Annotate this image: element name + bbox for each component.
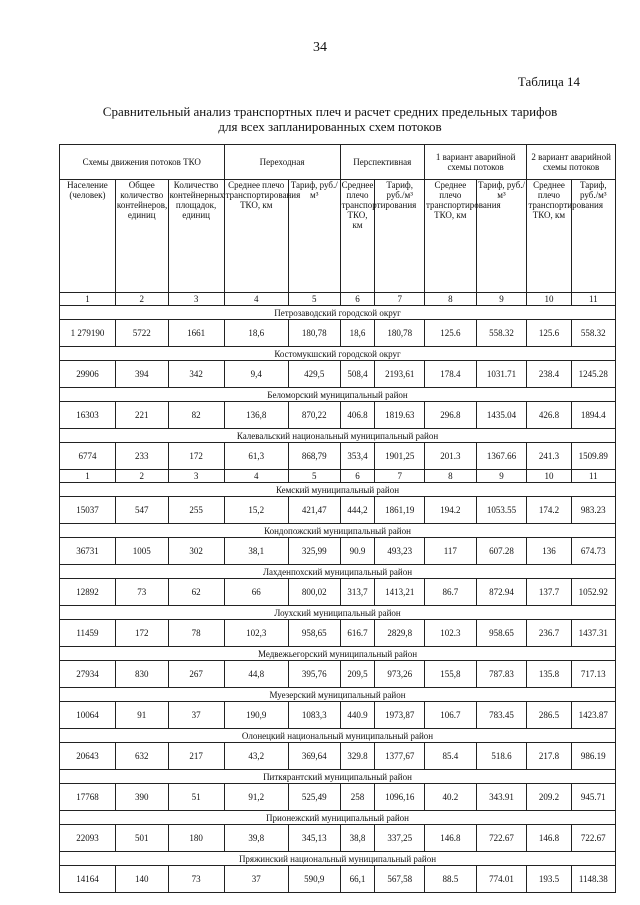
column-header: Общее количество контейнеров, единиц (115, 180, 168, 293)
table-cell: 40.2 (424, 784, 476, 811)
table-cell: 945.71 (571, 784, 615, 811)
comparison-table-container (59, 144, 616, 893)
table-title (70, 104, 590, 134)
region-header-row (60, 688, 616, 702)
column-header: Население (человек) (60, 180, 116, 293)
table-cell: 1423.87 (571, 702, 615, 729)
table-cell: 51 (168, 784, 224, 811)
table-cell: 10064 (60, 702, 116, 729)
table-row (60, 538, 616, 565)
region-header-row (60, 347, 616, 361)
table-cell: 27934 (60, 661, 116, 688)
table-cell: 136,8 (224, 402, 288, 429)
table-cell: 1083,3 (288, 702, 340, 729)
table-cell: 136 (527, 538, 571, 565)
table-cell: 209.2 (527, 784, 571, 811)
table-cell: 17768 (60, 784, 116, 811)
table-cell: 983.23 (571, 497, 615, 524)
table-cell: 558.32 (476, 320, 527, 347)
table-cell: 39,8 (224, 825, 288, 852)
table-cell: 1377,67 (375, 743, 425, 770)
table-cell: 518.6 (476, 743, 527, 770)
table-cell: 1005 (115, 538, 168, 565)
table-cell: 106.7 (424, 702, 476, 729)
table-cell: 236.7 (527, 620, 571, 647)
column-header: Тариф, руб./м³ (288, 180, 340, 293)
table-cell: 18,6 (340, 320, 375, 347)
column-header: Среднее плечо транспортирования ТКО, км (424, 180, 476, 293)
table-cell: 16303 (60, 402, 116, 429)
table-row (60, 579, 616, 606)
region-name: Муезерский муниципальный район (60, 688, 616, 702)
table-cell: 209,5 (340, 661, 375, 688)
table-cell: 1367.66 (476, 443, 527, 470)
table-cell: 406.8 (340, 402, 375, 429)
table-cell: 102.3 (424, 620, 476, 647)
column-header: Количество контейнерных площадок, единиц (168, 180, 224, 293)
table-row (60, 825, 616, 852)
table-cell: 296.8 (424, 402, 476, 429)
table-cell: 135.8 (527, 661, 571, 688)
table-cell: 394 (115, 361, 168, 388)
table-cell: 1509.89 (571, 443, 615, 470)
table-cell: 90.9 (340, 538, 375, 565)
table-cell: 5722 (115, 320, 168, 347)
column-number-cell: 3 (168, 470, 224, 483)
table-cell: 15,2 (224, 497, 288, 524)
region-name: Кондопожский муниципальный район (60, 524, 616, 538)
group-header-emergency-1: 1 вариант аварийной схемы потоков (424, 145, 526, 180)
group-header-emergency-2: 2 вариант аварийной схемы потоков (527, 145, 616, 180)
column-number-cell: 6 (340, 470, 375, 483)
table-cell: 180,78 (375, 320, 425, 347)
table-cell: 1894.4 (571, 402, 615, 429)
region-header-row (60, 524, 616, 538)
table-row (60, 497, 616, 524)
table-cell: 22093 (60, 825, 116, 852)
region-header-row (60, 483, 616, 497)
region-header-row (60, 852, 616, 866)
table-cell: 117 (424, 538, 476, 565)
table-cell: 66 (224, 579, 288, 606)
table-cell: 343.91 (476, 784, 527, 811)
table-cell: 1435.04 (476, 402, 527, 429)
table-cell: 11459 (60, 620, 116, 647)
table-cell: 15037 (60, 497, 116, 524)
table-row (60, 866, 616, 893)
table-cell: 1413,21 (375, 579, 425, 606)
table-cell: 390 (115, 784, 168, 811)
table-cell: 190,9 (224, 702, 288, 729)
column-header: Среднее плечо транспортирования ТКО, км (224, 180, 288, 293)
group-header-schemes: Схемы движения потоков ТКО (60, 145, 225, 180)
column-number-cell: 2 (115, 293, 168, 306)
table-cell: 172 (115, 620, 168, 647)
region-header-row (60, 388, 616, 402)
region-name: Кемский муниципальный район (60, 483, 616, 497)
table-cell: 800,02 (288, 579, 340, 606)
column-number-cell: 11 (571, 293, 615, 306)
region-name: Лахденпохский муниципальный район (60, 565, 616, 579)
region-name: Олонецкий национальный муниципальный район (60, 729, 616, 743)
column-number-cell: 3 (168, 293, 224, 306)
table-cell: 2193,61 (375, 361, 425, 388)
table-cell: 20643 (60, 743, 116, 770)
table-cell: 91 (115, 702, 168, 729)
table-cell: 616.7 (340, 620, 375, 647)
table-cell: 558.32 (571, 320, 615, 347)
table-cell: 221 (115, 402, 168, 429)
table-cell: 369,64 (288, 743, 340, 770)
table-cell: 91,2 (224, 784, 288, 811)
table-cell: 267 (168, 661, 224, 688)
table-cell: 329.8 (340, 743, 375, 770)
column-number-cell: 5 (288, 470, 340, 483)
table-cell: 255 (168, 497, 224, 524)
column-number-row (60, 470, 616, 483)
table-cell: 722.67 (476, 825, 527, 852)
table-cell: 193.5 (527, 866, 571, 893)
table-cell: 125.6 (527, 320, 571, 347)
table-cell: 1 279190 (60, 320, 116, 347)
column-number-cell: 7 (375, 470, 425, 483)
column-number-cell: 11 (571, 470, 615, 483)
table-cell: 178.4 (424, 361, 476, 388)
table-cell: 313,7 (340, 579, 375, 606)
table-cell: 180,78 (288, 320, 340, 347)
table-cell: 146.8 (424, 825, 476, 852)
table-cell: 302 (168, 538, 224, 565)
table-cell: 155,8 (424, 661, 476, 688)
region-header-row (60, 729, 616, 743)
table-cell: 830 (115, 661, 168, 688)
region-header-row (60, 811, 616, 825)
table-cell: 37 (168, 702, 224, 729)
group-header-row (60, 145, 616, 180)
table-cell: 325,99 (288, 538, 340, 565)
column-number-cell: 2 (115, 470, 168, 483)
table-cell: 9,4 (224, 361, 288, 388)
table-cell: 337,25 (375, 825, 425, 852)
table-cell: 12892 (60, 579, 116, 606)
column-number-cell: 9 (476, 293, 527, 306)
table-cell: 88.5 (424, 866, 476, 893)
region-name: Медвежьегорский муниципальный район (60, 647, 616, 661)
table-cell: 6774 (60, 443, 116, 470)
table-cell: 958.65 (476, 620, 527, 647)
table-row (60, 784, 616, 811)
table-cell: 444,2 (340, 497, 375, 524)
table-cell: 1052.92 (571, 579, 615, 606)
column-number-cell: 5 (288, 293, 340, 306)
column-number-cell: 1 (60, 293, 116, 306)
column-header: Тариф, руб./м³ (476, 180, 527, 293)
table-row (60, 702, 616, 729)
table-cell: 217.8 (527, 743, 571, 770)
table-cell: 1819.63 (375, 402, 425, 429)
table-cell: 590,9 (288, 866, 340, 893)
region-name: Прионежский муниципальный район (60, 811, 616, 825)
table-cell: 201.3 (424, 443, 476, 470)
table-cell: 180 (168, 825, 224, 852)
table-cell: 567,58 (375, 866, 425, 893)
table-cell: 18,6 (224, 320, 288, 347)
region-header-row (60, 565, 616, 579)
table-cell: 353,4 (340, 443, 375, 470)
table-cell: 1031.71 (476, 361, 527, 388)
table-cell: 395,76 (288, 661, 340, 688)
region-name: Калевальский национальный муниципальный район (60, 429, 616, 443)
table-cell: 342 (168, 361, 224, 388)
table-cell: 140 (115, 866, 168, 893)
table-cell: 973,26 (375, 661, 425, 688)
table-cell: 146.8 (527, 825, 571, 852)
title-line-1: Сравнительный анализ транспортных плеч и расчет средних предельных тарифов (102, 104, 558, 119)
table-cell: 258 (340, 784, 375, 811)
region-name: Костомукшский городской округ (60, 347, 616, 361)
table-cell: 38,8 (340, 825, 375, 852)
column-number-cell: 4 (224, 293, 288, 306)
table-cell: 717.13 (571, 661, 615, 688)
table-cell: 1901,25 (375, 443, 425, 470)
table-cell: 722.67 (571, 825, 615, 852)
region-header-row (60, 429, 616, 443)
table-cell: 1661 (168, 320, 224, 347)
table-cell: 36731 (60, 538, 116, 565)
table-cell: 137.7 (527, 579, 571, 606)
table-cell: 194.2 (424, 497, 476, 524)
table-cell: 607.28 (476, 538, 527, 565)
table-cell: 125.6 (424, 320, 476, 347)
column-number-cell: 7 (375, 293, 425, 306)
column-header: Среднее плечо транспортирования ТКО, км (340, 180, 375, 293)
table-cell: 86.7 (424, 579, 476, 606)
table-row (60, 320, 616, 347)
table-cell: 172 (168, 443, 224, 470)
table-cell: 102,3 (224, 620, 288, 647)
table-cell: 61,3 (224, 443, 288, 470)
table-cell: 66,1 (340, 866, 375, 893)
group-header-perspective: Перспективная (340, 145, 424, 180)
region-name: Беломорский муниципальный район (60, 388, 616, 402)
table-cell: 345,13 (288, 825, 340, 852)
table-cell: 787.83 (476, 661, 527, 688)
table-cell: 78 (168, 620, 224, 647)
table-body (60, 293, 616, 893)
column-header: Тариф, руб./м³ (571, 180, 615, 293)
table-cell: 85.4 (424, 743, 476, 770)
table-cell: 986.19 (571, 743, 615, 770)
table-cell: 501 (115, 825, 168, 852)
table-cell: 174.2 (527, 497, 571, 524)
table-cell: 870,22 (288, 402, 340, 429)
column-number-row (60, 293, 616, 306)
table-cell: 674.73 (571, 538, 615, 565)
column-number-cell: 4 (224, 470, 288, 483)
table-row (60, 620, 616, 647)
table-cell: 440.9 (340, 702, 375, 729)
table-row (60, 661, 616, 688)
region-name: Пряжинский национальный муниципальный район (60, 852, 616, 866)
table-row (60, 361, 616, 388)
region-header-row (60, 770, 616, 784)
table-cell: 82 (168, 402, 224, 429)
table-cell: 14164 (60, 866, 116, 893)
table-cell: 547 (115, 497, 168, 524)
table-cell: 1861,19 (375, 497, 425, 524)
table-row (60, 743, 616, 770)
column-number-cell: 10 (527, 293, 571, 306)
column-header-row (60, 180, 616, 293)
table-cell: 958,65 (288, 620, 340, 647)
table-cell: 1437.31 (571, 620, 615, 647)
group-header-transitional: Переходная (224, 145, 340, 180)
table-cell: 37 (224, 866, 288, 893)
table-cell: 73 (115, 579, 168, 606)
page-number: 34 (313, 40, 327, 55)
table-cell: 238.4 (527, 361, 571, 388)
region-header-row (60, 606, 616, 620)
table-cell: 62 (168, 579, 224, 606)
table-cell: 429,5 (288, 361, 340, 388)
column-number-cell: 6 (340, 293, 375, 306)
table-cell: 233 (115, 443, 168, 470)
table-cell: 2829,8 (375, 620, 425, 647)
table-cell: 421,47 (288, 497, 340, 524)
table-cell: 44,8 (224, 661, 288, 688)
column-number-cell: 9 (476, 470, 527, 483)
table-cell: 286.5 (527, 702, 571, 729)
table-cell: 783.45 (476, 702, 527, 729)
table-cell: 38,1 (224, 538, 288, 565)
region-header-row (60, 647, 616, 661)
column-number-cell: 8 (424, 293, 476, 306)
table-caption: Таблица 14 (517, 74, 580, 89)
table-cell: 1148.38 (571, 866, 615, 893)
table-cell: 493,23 (375, 538, 425, 565)
table-cell: 1973,87 (375, 702, 425, 729)
table-row (60, 443, 616, 470)
column-number-cell: 10 (527, 470, 571, 483)
column-header: Среднее плечо транспортирования ТКО, км (527, 180, 571, 293)
region-name: Питкярантский муниципальный район (60, 770, 616, 784)
table-cell: 872.94 (476, 579, 527, 606)
title-line-2: для всех запланированных схем потоков (218, 119, 442, 134)
table-cell: 525,49 (288, 784, 340, 811)
table-row (60, 402, 616, 429)
table-cell: 774.01 (476, 866, 527, 893)
region-name: Лоухский муниципальный район (60, 606, 616, 620)
comparison-table (59, 144, 616, 893)
table-cell: 1096,16 (375, 784, 425, 811)
table-cell: 73 (168, 866, 224, 893)
table-cell: 43,2 (224, 743, 288, 770)
column-number-cell: 8 (424, 470, 476, 483)
table-cell: 632 (115, 743, 168, 770)
table-cell: 868,79 (288, 443, 340, 470)
table-cell: 426.8 (527, 402, 571, 429)
table-cell: 1245.28 (571, 361, 615, 388)
column-number-cell: 1 (60, 470, 116, 483)
table-cell: 217 (168, 743, 224, 770)
table-cell: 1053.55 (476, 497, 527, 524)
region-name: Петрозаводский городской округ (60, 306, 616, 320)
table-cell: 508,4 (340, 361, 375, 388)
table-cell: 29906 (60, 361, 116, 388)
column-header: Тариф, руб./м³ (375, 180, 425, 293)
region-header-row (60, 306, 616, 320)
table-cell: 241.3 (527, 443, 571, 470)
